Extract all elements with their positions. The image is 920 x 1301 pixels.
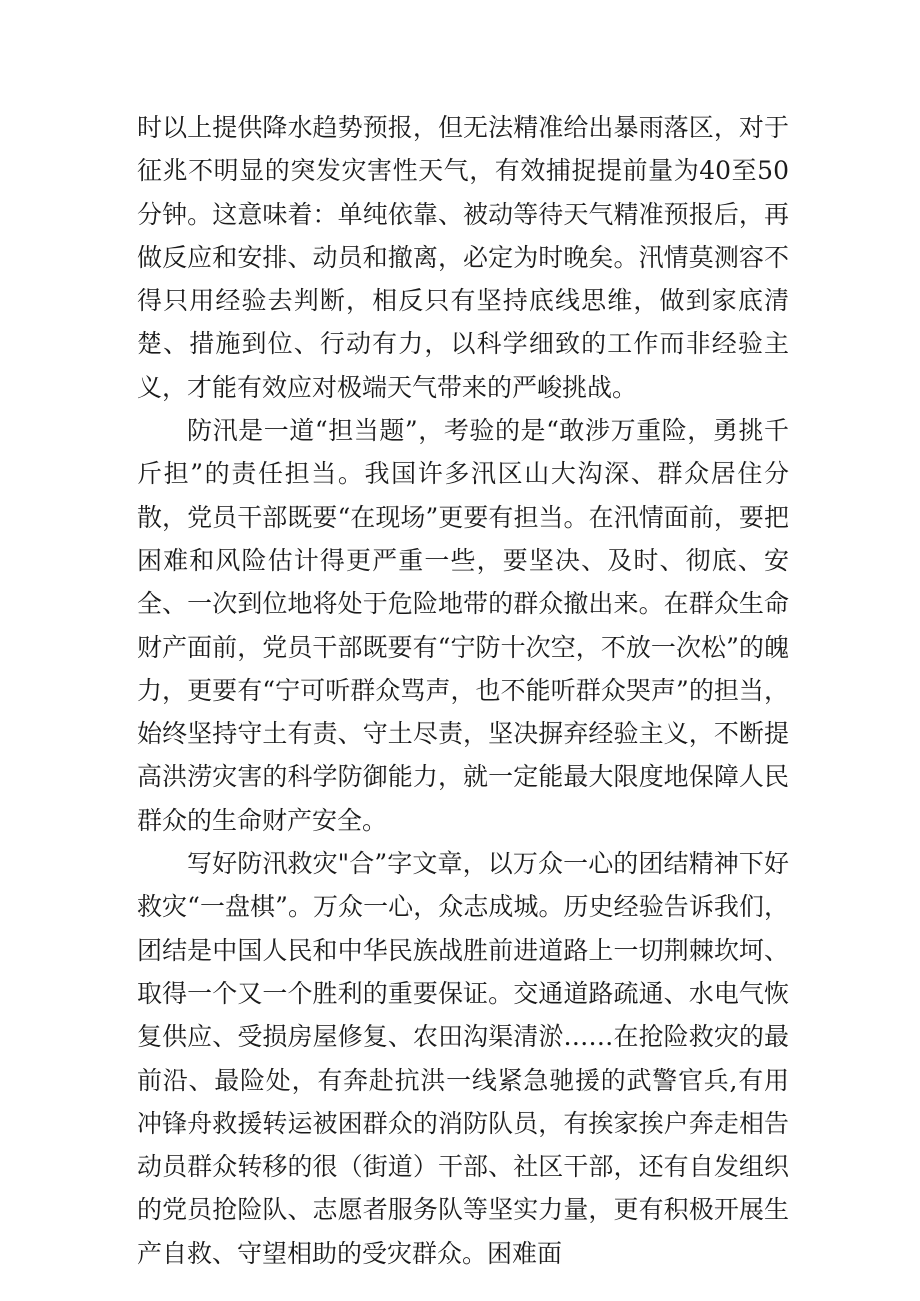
document-body xyxy=(137,106,789,1275)
paragraph-1: 时以上提供降水趋势预报，但无法精准给出暴雨落区，对于征兆不明显的突发灾害性天气，有效捕捉提前量为40至50分钟。这意味着：单纯依靠、被动等待天气精准预报后，再做反应和安排、动员和撤离，必定为时晚矣。汛情莫测容不得只用经验去判断，相反只有坚持底线思维，做到家底清楚、措施到位、行动有力，以科学细致的工作而非经验主义，才能有效应对极端天气带来的严峻挑战。 xyxy=(137,113,789,402)
paragraph-3: 写好防汛救灾"合”字文章，以万众一心的团结精神下好救灾“一盘棋”。万众一心，众志成城。历史经验告诉我们，团结是中国人民和中华民族战胜前进道路上一切荆棘坎坷、取得一个又一个胜利的重要保证。交通道路疏通、水电气恢复供应、受损房屋修复、农田沟渠清淤……在抢险救灾的最前沿、最险处，有奔赴抗洪一线紧急驰援的武警官兵,有用冲锋舟救援转运被困群众的消防队员，有挨家挨户奔走相告动员群众转移的很（街道）干部、社区干部，还有自发组织的党员抢险队、志愿者服务队等坚实力量，更有积极开展生产自救、守望相助的受灾群众。困难面 xyxy=(137,849,789,1268)
paragraph-2: 防汛是一道“担当题”，考验的是“敢涉万重险，勇挑千斤担”的责任担当。我国许多汛区山大沟深、群众居住分散，党员干部既要“在现场”更要有担当。在汛情面前，要把困难和风险估计得更严重一些，要坚决、及时、彻底、安全、一次到位地将处于危险地带的群众撤出来。在群众生命财产面前，党员干部既要有“宁防十次空，不放一次松”的魄力，更要有“宁可听群众骂声，也不能听群众哭声”的担当，始终坚持守土有责、守土尽责，坚决摒弃经验主义，不断提高洪涝灾害的科学防御能力，就一定能最大限度地保障人民群众的生命财产安全。 xyxy=(137,416,789,835)
